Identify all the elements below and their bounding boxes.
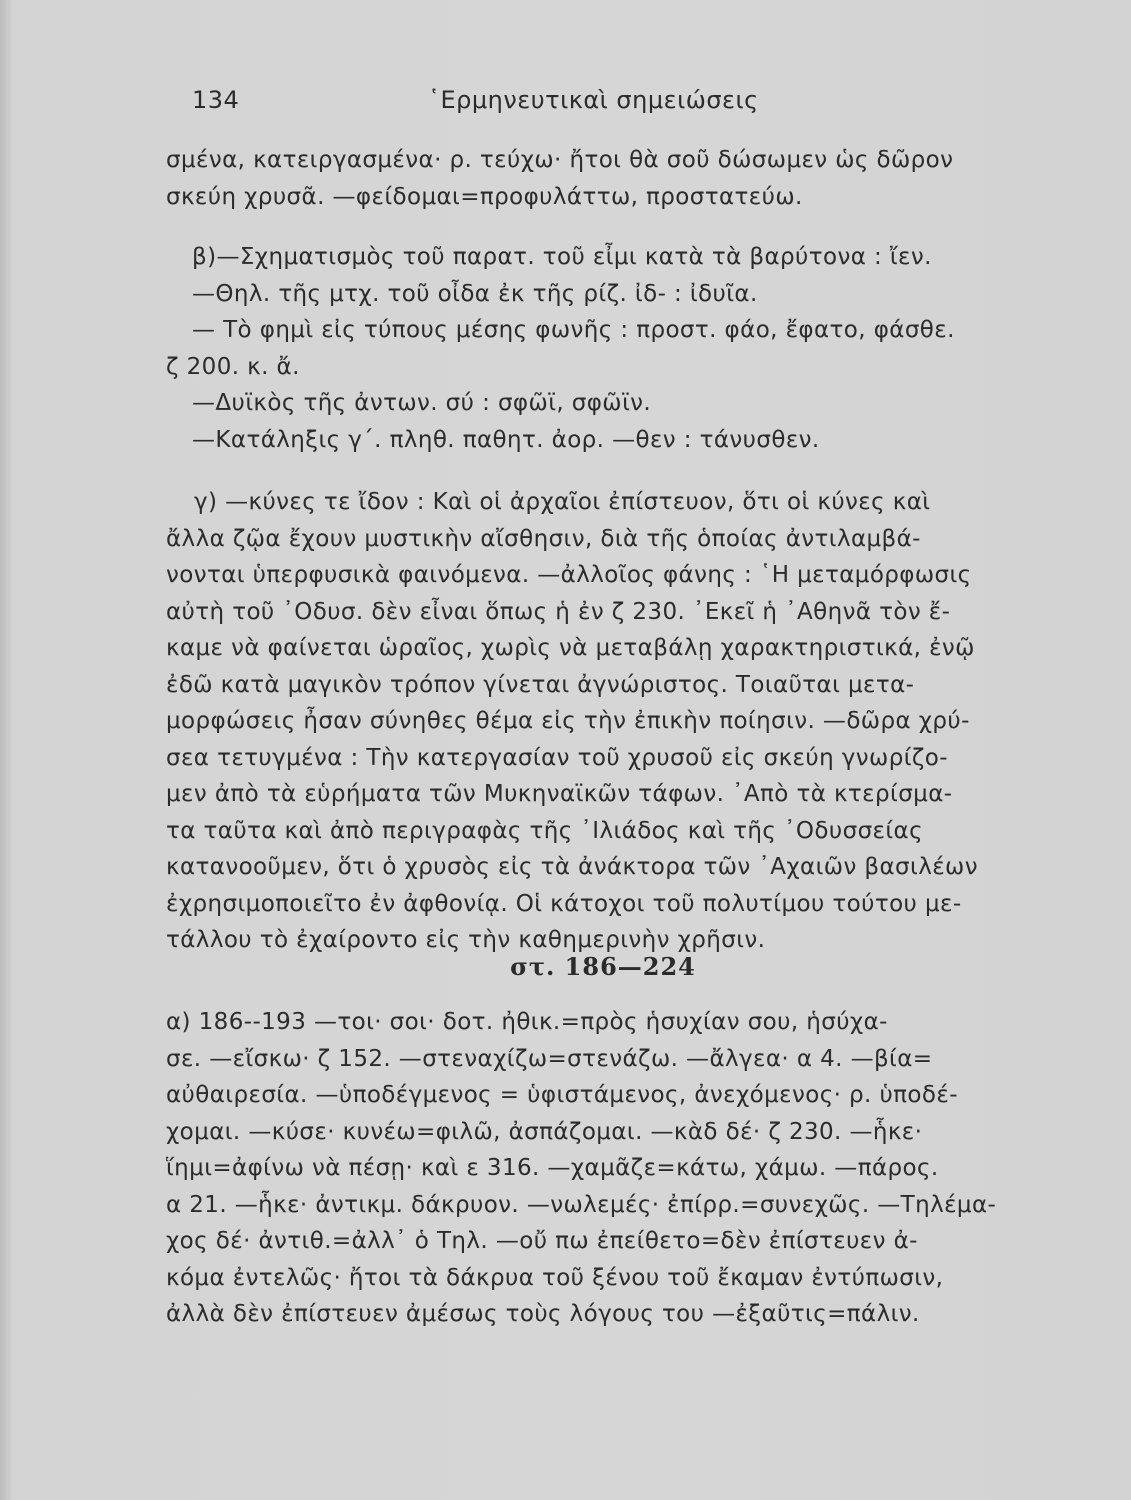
text-line: κατανοοῦμεν, ὅτι ὁ χρυσὸς εἰς τὰ ἀνάκτορα τῶν ᾿Αχαιῶν βασιλέων — [166, 854, 978, 880]
text-line: α) 186--193 —τοι· σοι· δοτ. ἠθικ.=πρὸς ἡσυχίαν σου, ἡσύχα- — [166, 1009, 888, 1035]
text-line: ἐχρησιμοποιεῖτο ἐν ἀφθονίᾳ. Οἱ κάτοχοι τοῦ πολυτίμου τούτου με- — [166, 890, 962, 917]
page-number: 134 — [192, 86, 240, 114]
text-line: ζ 200. κ. ἄ. — [166, 353, 300, 380]
commentary-text-section-2 — [166, 1004, 1040, 1333]
text-line: σμένα, κατειργασμένα· ρ. τεύχω· ἤτοι θὰ σοῦ δώσωμεν ὡς δῶρον — [166, 147, 954, 173]
text-line: β)—Σχηματισμὸς τοῦ παρατ. τοῦ εἶμι κατὰ τὰ βαρύτονα : ἴεν. — [192, 244, 932, 270]
text-line: μορφώσεις ἦσαν σύνηθες θέμα εἰς τὴν ἐπικὴν ποίησιν. —δῶρα χρύ- — [166, 708, 970, 734]
text-line: καμε νὰ φαίνεται ὡραῖος, χωρὶς νὰ μεταβάλῃ χαρακτηριστικά, ἐνῷ — [166, 635, 975, 661]
spacer — [166, 215, 1040, 239]
page-header — [192, 86, 1032, 122]
spacer — [166, 458, 1040, 484]
text-line: αὐθαιρεσία. —ὑποδέγμενος = ὑφιστάμενος, ἀνεχόμενος· ρ. ὑποδέ- — [166, 1082, 958, 1108]
text-line: ἄλλα ζῷα ἔχουν μυστικὴν αἴσθησιν, διὰ τῆς ὁποίας ἀντιλαμβά- — [166, 525, 921, 552]
section-heading: στ. 186—224 — [510, 952, 696, 981]
text-line: α 21. —ἧκε· ἀντικμ. δάκρυον. —νωλεμές· ἐπίρρ.=συνεχῶς. —Τηλέμα- — [166, 1191, 997, 1218]
text-line: χομαι. —κύσε· κυνέω=φιλῶ, ἀσπάζομαι. —κὰδ δέ· ζ 230. —ἧκε· — [166, 1118, 923, 1145]
commentary-text — [166, 142, 1040, 981]
text-line: ἀλλὰ δὲν ἐπίστευεν ἀμέσως τοὺς λόγους του —ἐξαῦτις=πάλιν. — [166, 1301, 920, 1327]
text-line: σε. —εἴσκω· ζ 152. —στεναχίζω=στενάζω. —ἄλγεα· α 4. —βία= — [166, 1045, 933, 1072]
text-line: σεα τετυγμένα : Τὴν κατεργασίαν τοῦ χρυσοῦ εἰς σκεύη γνωρίζο- — [166, 744, 948, 771]
text-line: τάλλου τὸ ἐχαίροντο εἰς τὴν καθημερινὴν χρῆσιν. — [166, 927, 766, 953]
text-line: —Θηλ. τῆς μτχ. τοῦ οἶδα ἐκ τῆς ρίζ. ἰδ- : ἰδυῖα. — [192, 280, 758, 307]
text-line: νονται ὑπερφυσικὰ φαινόμενα. —ἀλλοῖος φάνης : ῾Η μεταμόρφωσις — [166, 562, 972, 588]
text-line: κόμα ἐντελῶς· ἤτοι τὰ δάκρυα τοῦ ξένου τοῦ ἔκαμαν ἐντύπωσιν, — [166, 1264, 944, 1291]
text-line: γ) —κύνες τε ἴδον : Καὶ οἱ ἀρχαῖοι ἐπίστευον, ὅτι οἱ κύνες καὶ — [194, 489, 931, 515]
text-line: ἵημι=ἀφίνω νὰ πέσῃ· καὶ ε 316. —χαμᾶζε=κάτω, χάμω. —πάρος. — [166, 1155, 939, 1181]
text-line: —Κατάληξις γ΄. πληθ. παθητ. ἀορ. —θεν : τάνυσθεν. — [192, 426, 820, 453]
text-line: — Τὸ φημὶ εἰς τύπους μέσης φωνῆς : προστ. φάο, ἔφατο, φάσθε. — [192, 317, 955, 343]
text-line: μεν ἀπὸ τὰ εὑρήματα τῶν Μυκηναϊκῶν τάφων. ᾿Απὸ τὰ κτερίσμα- — [166, 781, 953, 807]
text-line: σκεύη χρυσᾶ. —φείδομαι=προφυλάττω, προστατεύω. — [166, 183, 803, 210]
text-line: αὐτὴ τοῦ ᾿Οδυσ. δὲν εἶναι ὅπως ἡ ἐν ζ 230. ᾿Εκεῖ ἡ ᾿Αθηνᾶ τὸν ἔ- — [166, 598, 951, 625]
running-title: ῾Ερμηνευτικαὶ σημειώσεις — [428, 86, 759, 114]
text-line: —Δυϊκὸς τῆς ἀντων. σύ : σφῶϊ, σφῶϊν. — [192, 390, 652, 416]
text-line: τα ταῦτα καὶ ἀπὸ περιγραφὰς τῆς ᾿Ιλιάδος καὶ τῆς ᾿Οδυσσείας — [166, 817, 924, 844]
text-line: χος δέ· ἀντιθ.=ἀλλ᾿ ὁ Τηλ. —οὔ πω ἐπείθετο=δὲν ἐπίστευεν ἀ- — [166, 1228, 918, 1254]
text-line: ἐδῶ κατὰ μαγικὸν τρόπον γίνεται ἀγνώριστος. Τοιαῦται μετα- — [166, 671, 915, 698]
